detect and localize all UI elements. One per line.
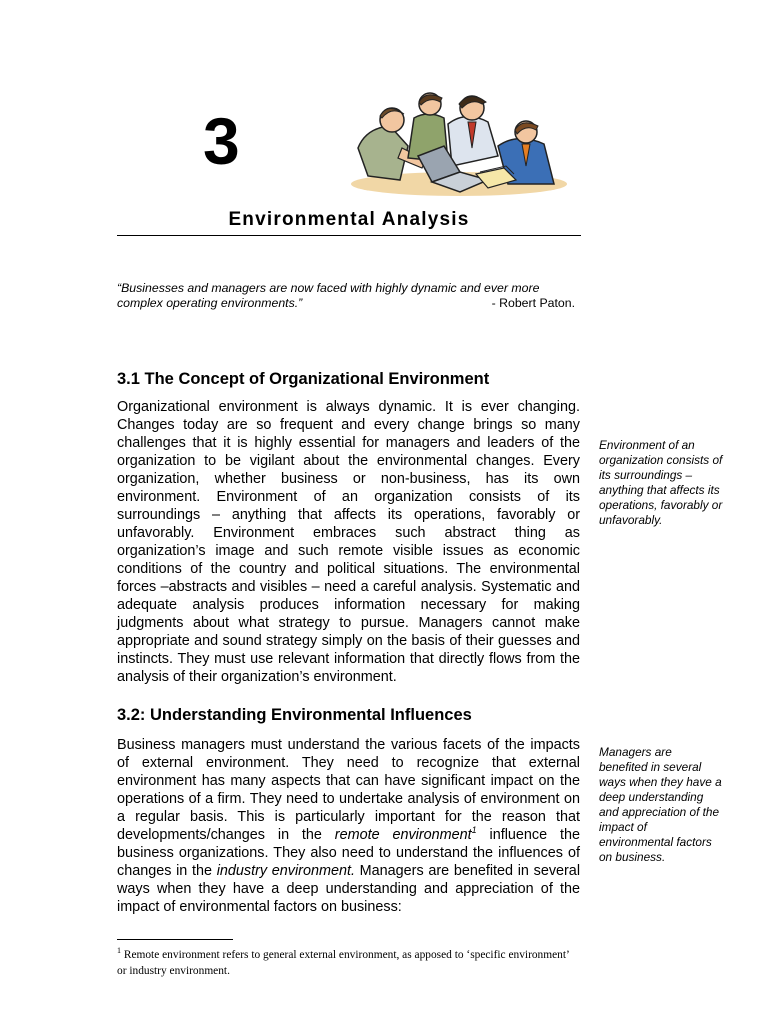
title-rule (117, 235, 581, 236)
footnote-text: Remote environment refers to general external environment, as apposed to ‘specific environment’ or industry environment. (117, 948, 569, 977)
section-3-2-body-part3: Managers are benefited in several ways when they have a deep understanding and appreciation of the impact of environmental factors on business: (117, 863, 581, 915)
section-3-2-body-part1: Business managers must understand the various facets of the impacts of external environment. They need to recognize that external environment has many aspects that can have significant impact on the operations of a firm. They need to undertake analysis of environment on a regular basis. This is particularly important for the reason that developments/changes in the (117, 737, 580, 843)
quote-text: “Businesses and managers are now faced with highly dynamic and ever more complex operating environments.” (117, 281, 540, 310)
chapter-title: Environmental Analysis (228, 209, 470, 230)
margin-note-managers: Managers are benefited in several ways when they have a deep understanding and appreciation of the impact of environmental factors on business. (599, 745, 722, 864)
business-team-illustration (348, 88, 570, 200)
section-heading-3-1: 3.1 The Concept of Organizational Environment (117, 370, 490, 388)
section-3-2-body (117, 736, 580, 916)
section-3-1-body: Organizational environment is always dynamic. It is ever changing. Changes today are so frequent and every change brings so many challenges that it is highly essential for managers and leaders of the organization to be vigilant about the environmental changes. Every organization, whether business or non-business, has its own environment. Environment of an organization consists of its surroundings – anything that affects its operations, favorably or unfavorably. Environment embraces such abstract thing as organization’s image and such remote visible issues as economic conditions of the country and political situations. The environmental forces –abstracts and visibles – need a careful analysis. Systematic and adequate analysis produces information necessary for making judgments about what strategy to pursue. Managers cannot make appropriate and sound strategy simply on the basis of their guesses and instincts. They must use relevant information that directly flows from the analysis of their organization’s environment. (117, 399, 580, 685)
footnote-rule (117, 939, 233, 940)
term-industry-environment: industry environment. (216, 863, 355, 879)
chapter-number: 3 (203, 104, 240, 178)
footnote-marker: 1 (117, 946, 121, 955)
person-center (448, 96, 498, 166)
term-remote-environment: remote environment (334, 827, 472, 843)
footnote (117, 943, 577, 979)
margin-note-environment: Environment of an organization consists of its surroundings – anything that affects its operations, favorably or unfavorably. (599, 438, 723, 527)
footnote-reference[interactable]: 1 (471, 825, 477, 836)
section-3-2-body-part2: influence the business organizations. They also need to understand the influences of changes in the (117, 827, 580, 879)
section-heading-3-2: 3.2: Understanding Environmental Influences (117, 706, 472, 724)
chapter-quote (117, 281, 581, 311)
quote-author: - Robert Paton. (491, 296, 575, 310)
